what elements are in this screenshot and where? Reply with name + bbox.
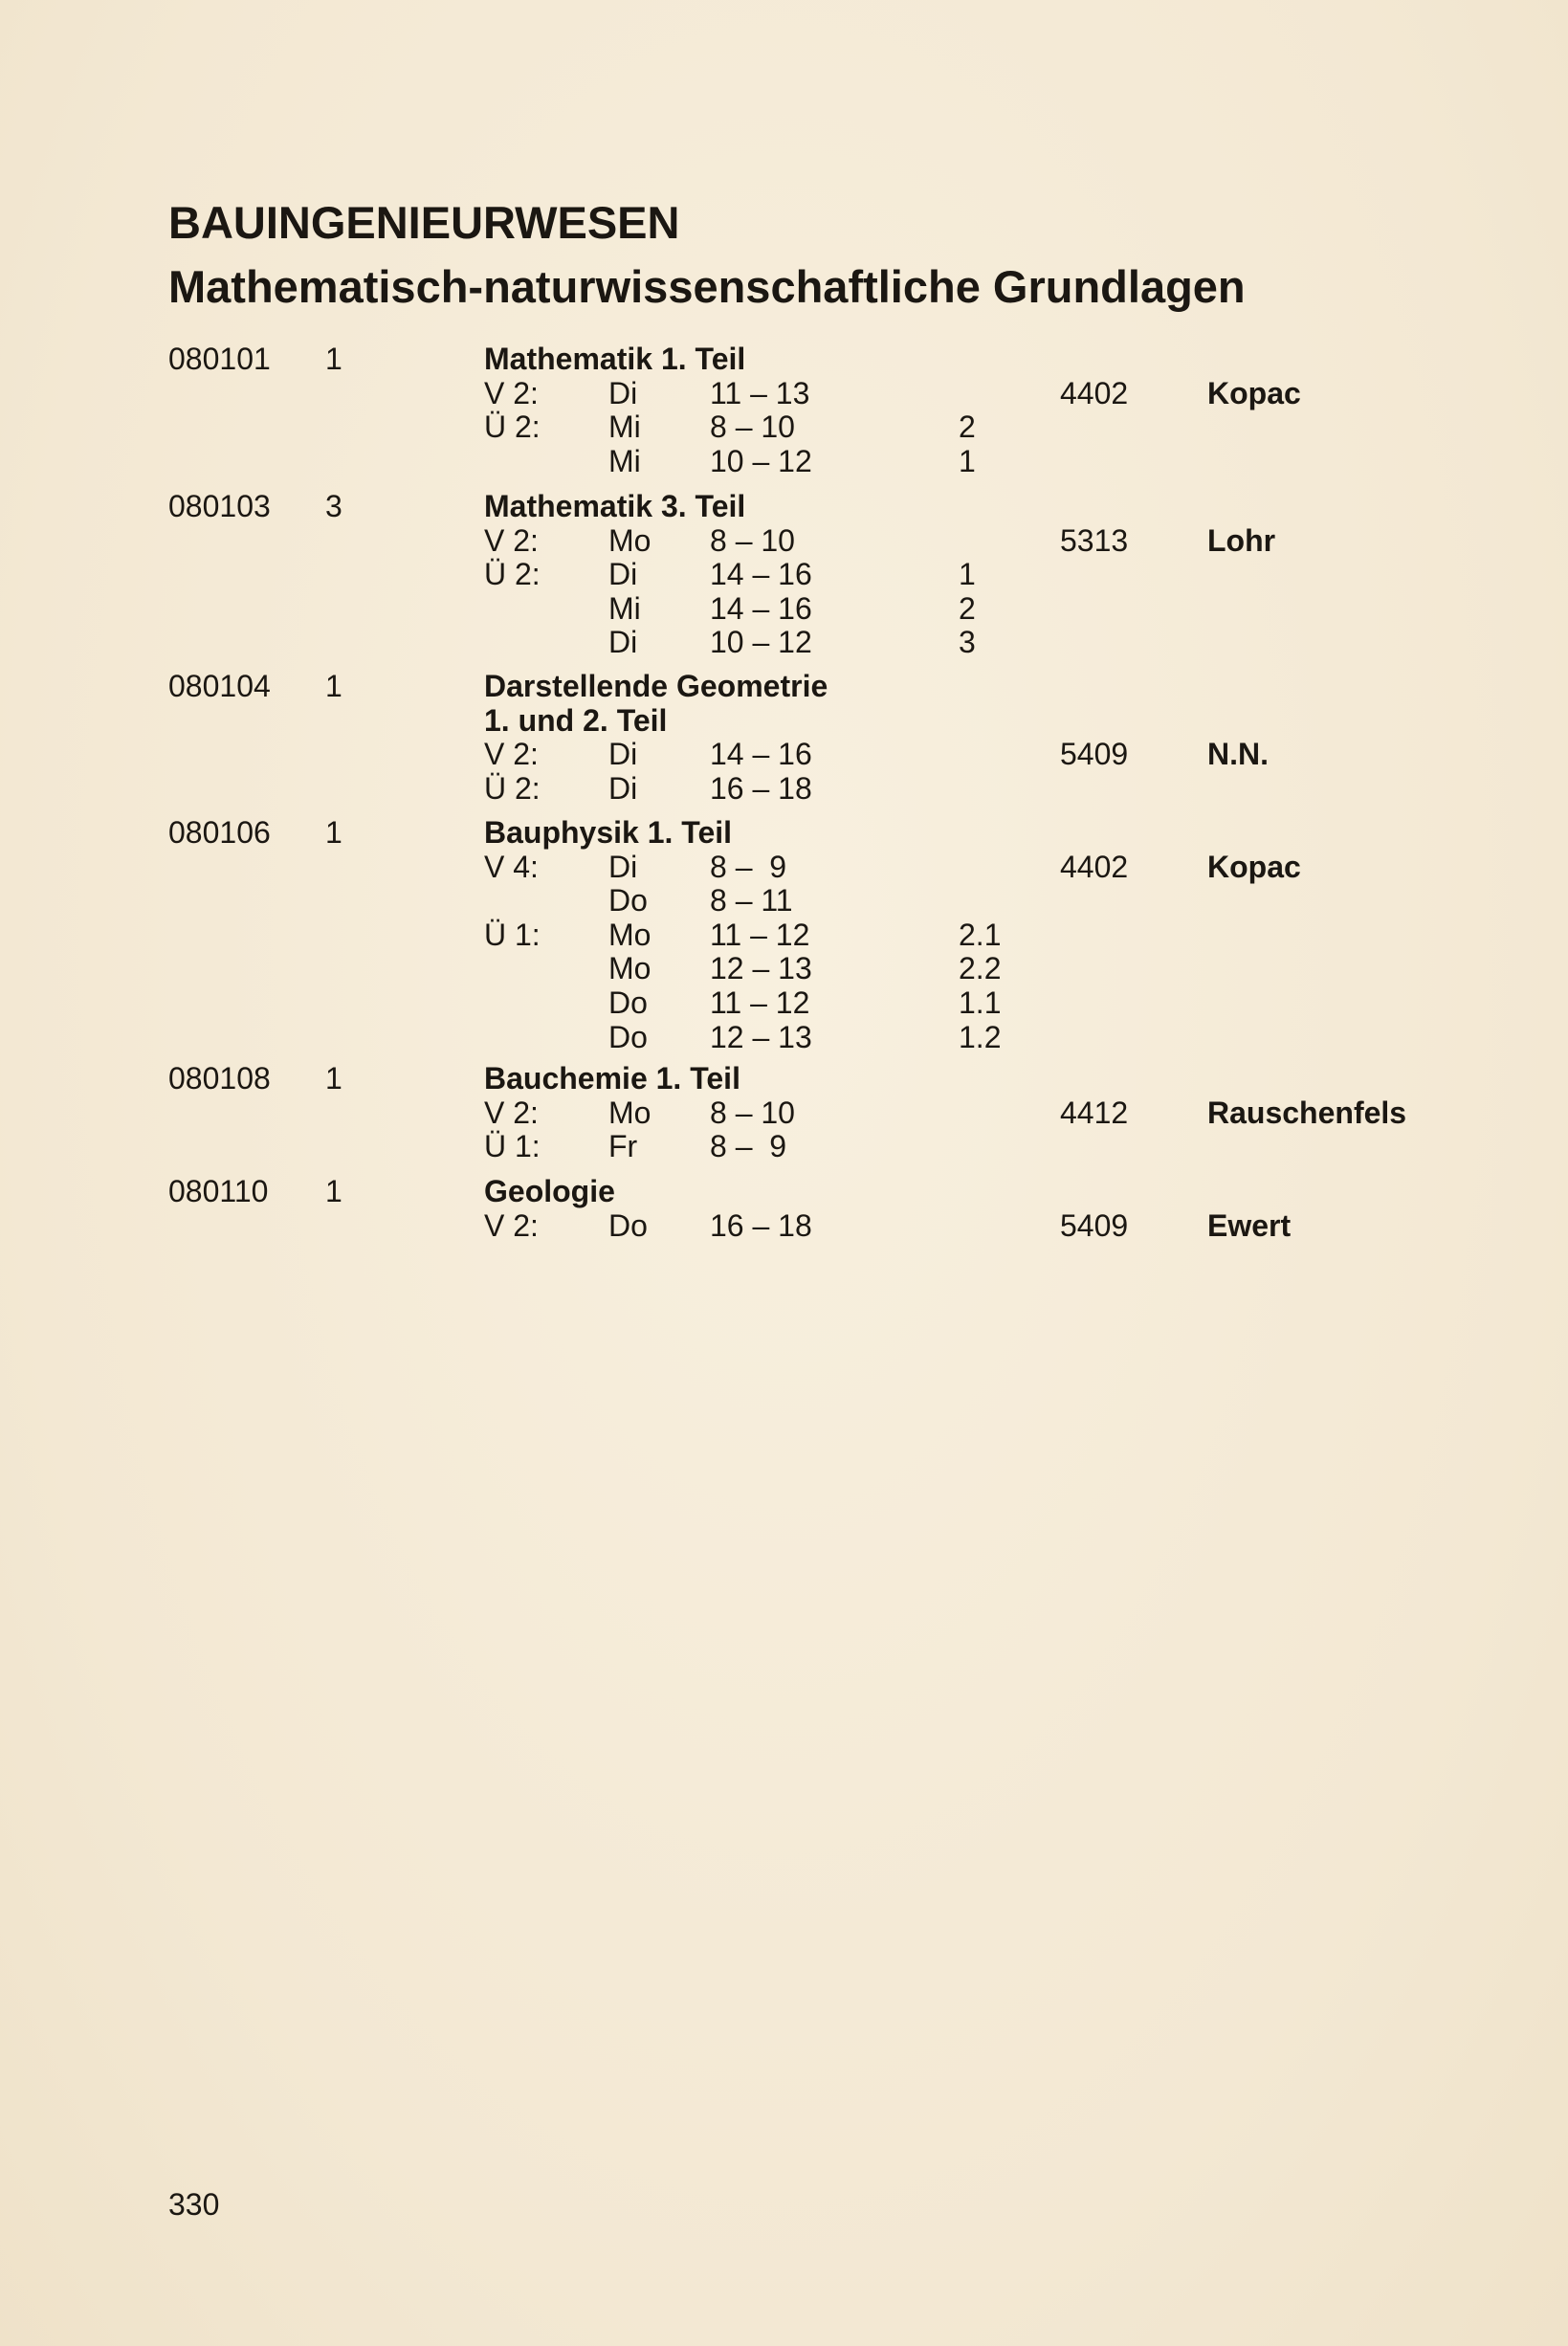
course-title: Bauphysik 1. Teil	[484, 815, 733, 850]
course-entry	[0, 343, 1568, 478]
session-room: 4412	[1060, 1095, 1129, 1130]
course-code: 080110	[168, 1174, 269, 1208]
session-type: Ü 2:	[484, 770, 541, 806]
session-type: Ü 2:	[484, 557, 541, 592]
session-lecturer: Rauschenfels	[1207, 1095, 1407, 1130]
course-entry	[0, 1175, 1568, 1243]
session-row	[0, 738, 1568, 772]
course-title-line	[0, 670, 1568, 704]
course-title: Darstellende Geometrie	[484, 669, 828, 703]
session-row	[0, 524, 1568, 559]
section-subheading: Mathematisch-naturwissenschaftliche Grundlagen	[168, 261, 1246, 312]
session-day: Do	[608, 883, 648, 918]
section-heading: BAUINGENIEURWESEN	[168, 197, 680, 248]
course-title-line	[0, 490, 1568, 524]
session-group: 1	[959, 443, 976, 478]
session-row	[0, 851, 1568, 885]
session-group: 2	[959, 409, 976, 445]
session-day: Di	[608, 849, 638, 884]
session-day: Mo	[608, 1095, 651, 1130]
session-time: 8 – 10	[710, 409, 795, 445]
session-type: V 2:	[484, 1207, 539, 1243]
session-time: 10 – 12	[710, 443, 812, 478]
session-type: V 2:	[484, 522, 539, 558]
session-group: 1.1	[959, 985, 1002, 1020]
course-code: 080108	[168, 1061, 271, 1096]
session-room: 4402	[1060, 375, 1129, 410]
session-row	[0, 592, 1568, 627]
session-lecturer: Lohr	[1207, 522, 1276, 558]
session-time: 8 – 11	[710, 883, 793, 918]
session-type: V 4:	[484, 849, 539, 884]
course-semester: 1	[325, 1061, 342, 1096]
course-semester: 1	[325, 669, 342, 703]
session-time: 8 – 9	[710, 1129, 787, 1164]
session-day: Di	[608, 557, 638, 592]
session-group: 2.1	[959, 917, 1002, 952]
session-type: V 2:	[484, 1095, 539, 1130]
session-group: 1.2	[959, 1019, 1002, 1054]
session-day: Di	[608, 625, 638, 660]
course-semester: 1	[325, 1174, 342, 1208]
session-day: Mi	[608, 409, 641, 445]
session-row	[0, 626, 1568, 660]
session-row	[0, 918, 1568, 953]
session-time: 14 – 16	[710, 590, 812, 626]
session-row	[0, 445, 1568, 479]
session-time: 8 – 10	[710, 522, 795, 558]
session-row	[0, 1021, 1568, 1055]
course-semester: 1	[325, 342, 342, 376]
session-row	[0, 952, 1568, 986]
session-type: Ü 2:	[484, 409, 541, 445]
session-group: 3	[959, 625, 976, 660]
course-title-line	[0, 1175, 1568, 1209]
course-title: Geologie	[484, 1174, 615, 1208]
session-type: Ü 1:	[484, 1129, 541, 1164]
session-time: 8 – 10	[710, 1095, 795, 1130]
session-group: 2	[959, 590, 976, 626]
course-title-line	[0, 816, 1568, 851]
course-code: 080103	[168, 489, 271, 523]
session-lecturer: N.N.	[1207, 737, 1269, 772]
session-row	[0, 772, 1568, 807]
session-time: 16 – 18	[710, 1207, 812, 1243]
session-day: Mo	[608, 917, 651, 952]
session-day: Mi	[608, 443, 641, 478]
course-title-line	[0, 1062, 1568, 1096]
session-time: 12 – 13	[710, 1019, 812, 1054]
course-title: Mathematik 1. Teil	[484, 342, 746, 376]
course-semester: 1	[325, 815, 342, 850]
session-day: Do	[608, 1019, 648, 1054]
session-lecturer: Ewert	[1207, 1207, 1292, 1243]
session-group: 2.2	[959, 951, 1002, 986]
page-number: 330	[168, 2187, 220, 2222]
session-row	[0, 558, 1568, 592]
session-day: Di	[608, 737, 638, 772]
session-day: Fr	[608, 1129, 638, 1164]
session-room: 5313	[1060, 522, 1129, 558]
course-entry	[0, 816, 1568, 1054]
course-title: 1. und 2. Teil	[484, 702, 668, 738]
session-day: Di	[608, 770, 638, 806]
session-day: Mo	[608, 522, 651, 558]
session-day: Do	[608, 1207, 648, 1243]
session-time: 10 – 12	[710, 625, 812, 660]
session-time: 16 – 18	[710, 770, 812, 806]
course-title: Mathematik 3. Teil	[484, 489, 746, 523]
session-day: Do	[608, 985, 648, 1020]
session-type: V 2:	[484, 737, 539, 772]
session-day: Mo	[608, 951, 651, 986]
session-row	[0, 1130, 1568, 1164]
session-day: Di	[608, 375, 638, 410]
session-row	[0, 986, 1568, 1021]
session-lecturer: Kopac	[1207, 849, 1301, 884]
session-row	[0, 1096, 1568, 1131]
course-semester: 3	[325, 489, 342, 523]
session-time: 14 – 16	[710, 557, 812, 592]
course-entry	[0, 490, 1568, 660]
session-group: 1	[959, 557, 976, 592]
session-time: 11 – 13	[710, 375, 810, 410]
session-type: Ü 1:	[484, 917, 541, 952]
course-code: 080104	[168, 669, 271, 703]
session-time: 11 – 12	[710, 917, 810, 952]
session-time: 12 – 13	[710, 951, 812, 986]
session-time: 14 – 16	[710, 737, 812, 772]
session-time: 8 – 9	[710, 849, 787, 884]
session-room: 5409	[1060, 1207, 1129, 1243]
course-code: 080106	[168, 815, 271, 850]
session-day: Mi	[608, 590, 641, 626]
course-entry	[0, 670, 1568, 806]
session-row	[0, 410, 1568, 445]
session-lecturer: Kopac	[1207, 375, 1301, 410]
course-entry	[0, 1062, 1568, 1164]
course-code: 080101	[168, 342, 271, 376]
course-title-line	[0, 704, 1568, 739]
course-title-line	[0, 343, 1568, 377]
session-row	[0, 884, 1568, 918]
session-row	[0, 1209, 1568, 1244]
session-time: 11 – 12	[710, 985, 810, 1020]
session-room: 5409	[1060, 737, 1129, 772]
course-title: Bauchemie 1. Teil	[484, 1061, 740, 1096]
session-type: V 2:	[484, 375, 539, 410]
session-row	[0, 377, 1568, 411]
session-room: 4402	[1060, 849, 1129, 884]
